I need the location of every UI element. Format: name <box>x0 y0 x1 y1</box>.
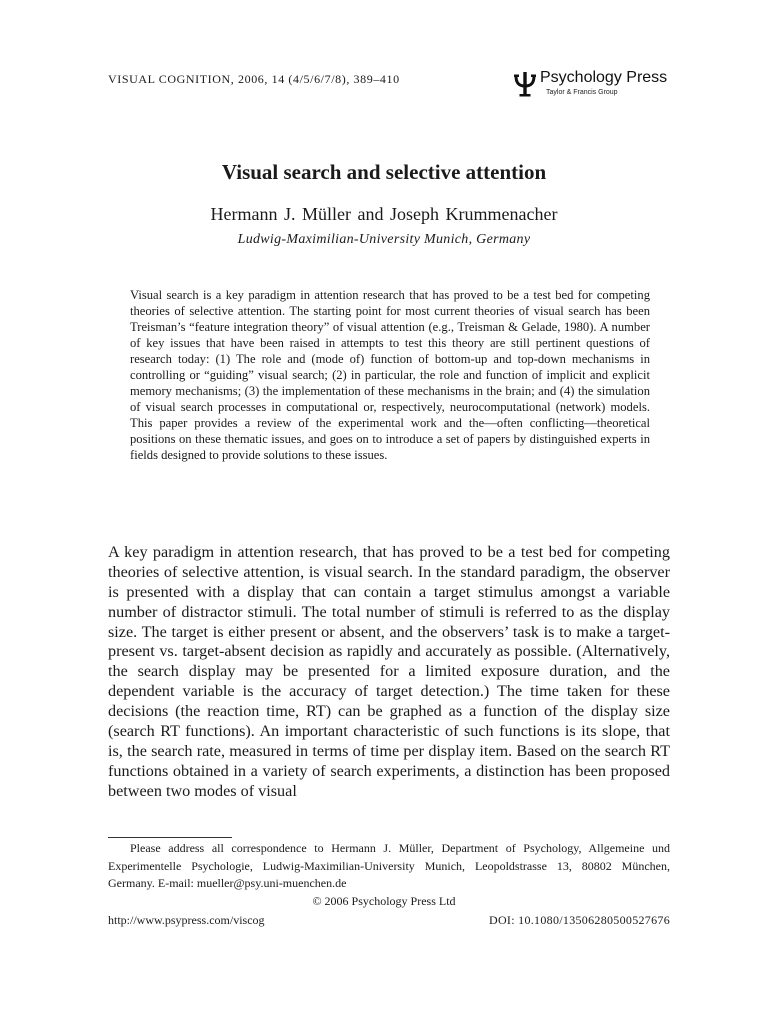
psi-logo-icon <box>513 70 537 98</box>
journal-url-link[interactable]: http://www.psypress.com/viscog <box>108 913 265 927</box>
correspondence-footnote: Please address all correspondence to Hermann J. Müller, Department of Psychology, Allgemeine und Experimentelle Psychologie, Ludwig-Maximilian-University Munich, Leopoldstrasse 13, 80802 München, Germany. E-mail: mueller@psy.uni-muenchen.de <box>108 841 670 890</box>
journal-reference: VISUAL COGNITION, 2006, 14 (4/5/6/7/8), 389–410 <box>108 72 400 86</box>
paper-authors: Hermann J. Müller and Joseph Krummenacher <box>210 204 558 224</box>
author-affiliation: Ludwig-Maximilian-University Munich, Germany <box>237 232 531 247</box>
publisher-group: Taylor & Francis Group <box>546 89 618 96</box>
abstract: Visual search is a key paradigm in attention research that has proved to be a test bed for competing theories of selective attention. The starting point for most current theories of visual search has been Treisman’s “feature integration theory” of visual attention (e.g., Treisman & Gelade, 1980). A number of key issues that have been raised in attempts to test this theory are still pertinent questions of research today: (1) The role and (mode of) function of bottom-up and top-down mechanisms in controlling or “guiding” visual search; (2) in particular, the role and function of implicit and explicit memory mechanisms; (3) the implementation of these mechanisms in the brain; and (4) the simulation of visual search processes in computational or, respectively, neurocomputational (network) models. This paper provides a review of the experimental work and the—often conflicting—theoretical positions on these thematic issues, and goes on to introduce a set of papers by distinguished experts in fields designed to provide solutions to these issues. <box>130 288 650 462</box>
footnote-divider <box>108 837 232 838</box>
body-paragraph: A key paradigm in attention research, that has proved to be a test bed for competing theories of selective attention, is visual search. In the standard paradigm, the observer is presented with a display that can contain a target stimulus amongst a variable number of distractor stimuli. The total number of stimuli is referred to as the display size. The target is either present or absent, and the observers’ task is to make a target-present vs. target-absent decision as rapidly and accurately as possible. (Alternatively, the search display may be presented for a limited exposure duration, and the dependent variable is the accuracy of target detection.) The time taken for these decisions (the reaction time, RT) can be graphed as a function of the display size (search RT functions). An important characteristic of such functions is its slope, that is, the search rate, measured in terms of time per display item. Based on the search RT functions obtained in a variety of search experiments, a distinction has been proposed between two modes of visual <box>108 543 670 800</box>
paper-title: Visual search and selective attention <box>221 160 547 184</box>
publisher-name: Psychology Press <box>540 69 668 86</box>
copyright-notice: © 2006 Psychology Press Ltd <box>312 894 456 908</box>
doi-link[interactable]: DOI: 10.1080/13506280500527676 <box>489 913 670 927</box>
publisher-logo <box>513 68 673 104</box>
